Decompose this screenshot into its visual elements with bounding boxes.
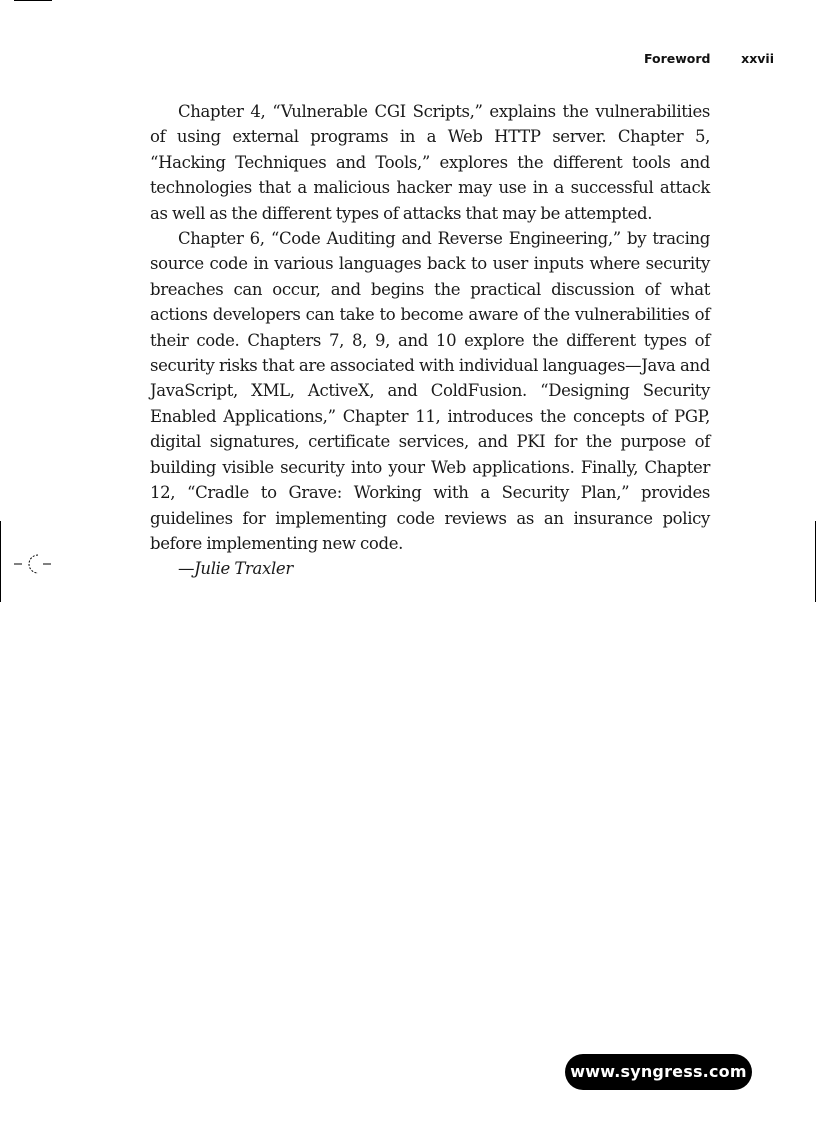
paragraph: Chapter 6, “Code Auditing and Reverse Engineering,” by tracing source code in various languages back to user inputs where security breaches can occur, and begins the practical discussion of what actions developers can take to become aware of the vulnerabilities of their code. Chapters 7, 8, 9, and 10 explore the different types of security risks that are associated with individual languages—Java and JavaScript, XML, ActiveX, and ColdFusion. “Designing Security Enabled Applications,” Chapter 11, introduces the concepts of PGP, digital signatures, certificate services, and PKI for the purpose of building visible security into your Web applications. Finally, Chapter 12, “Cradle to Grave: Working with a Security Plan,” provides guidelines for implementing code reviews as an insurance policy before implementing new code.	[150, 229, 710, 553]
registration-mark-icon	[14, 552, 52, 576]
crop-mark-left	[0, 521, 1, 602]
website-url-badge: www.syngress.com	[565, 1054, 752, 1090]
author-signature: —Julie Traxler	[178, 559, 293, 579]
body-text	[150, 99, 710, 582]
page-number: xxvii	[741, 51, 774, 66]
crop-mark-top	[14, 0, 52, 1]
running-head	[560, 51, 774, 69]
section-title: Foreword	[644, 51, 711, 66]
paragraph: Chapter 4, “Vulnerable CGI Scripts,” explains the vulnerabilities of using external programs in a Web HTTP server. Chapter 5, “Hacking Techniques and Tools,” explores the different tools and technologies that a malicious hacker may use in a successful attack as well as the different types of attacks that may be attempted.	[150, 102, 710, 223]
